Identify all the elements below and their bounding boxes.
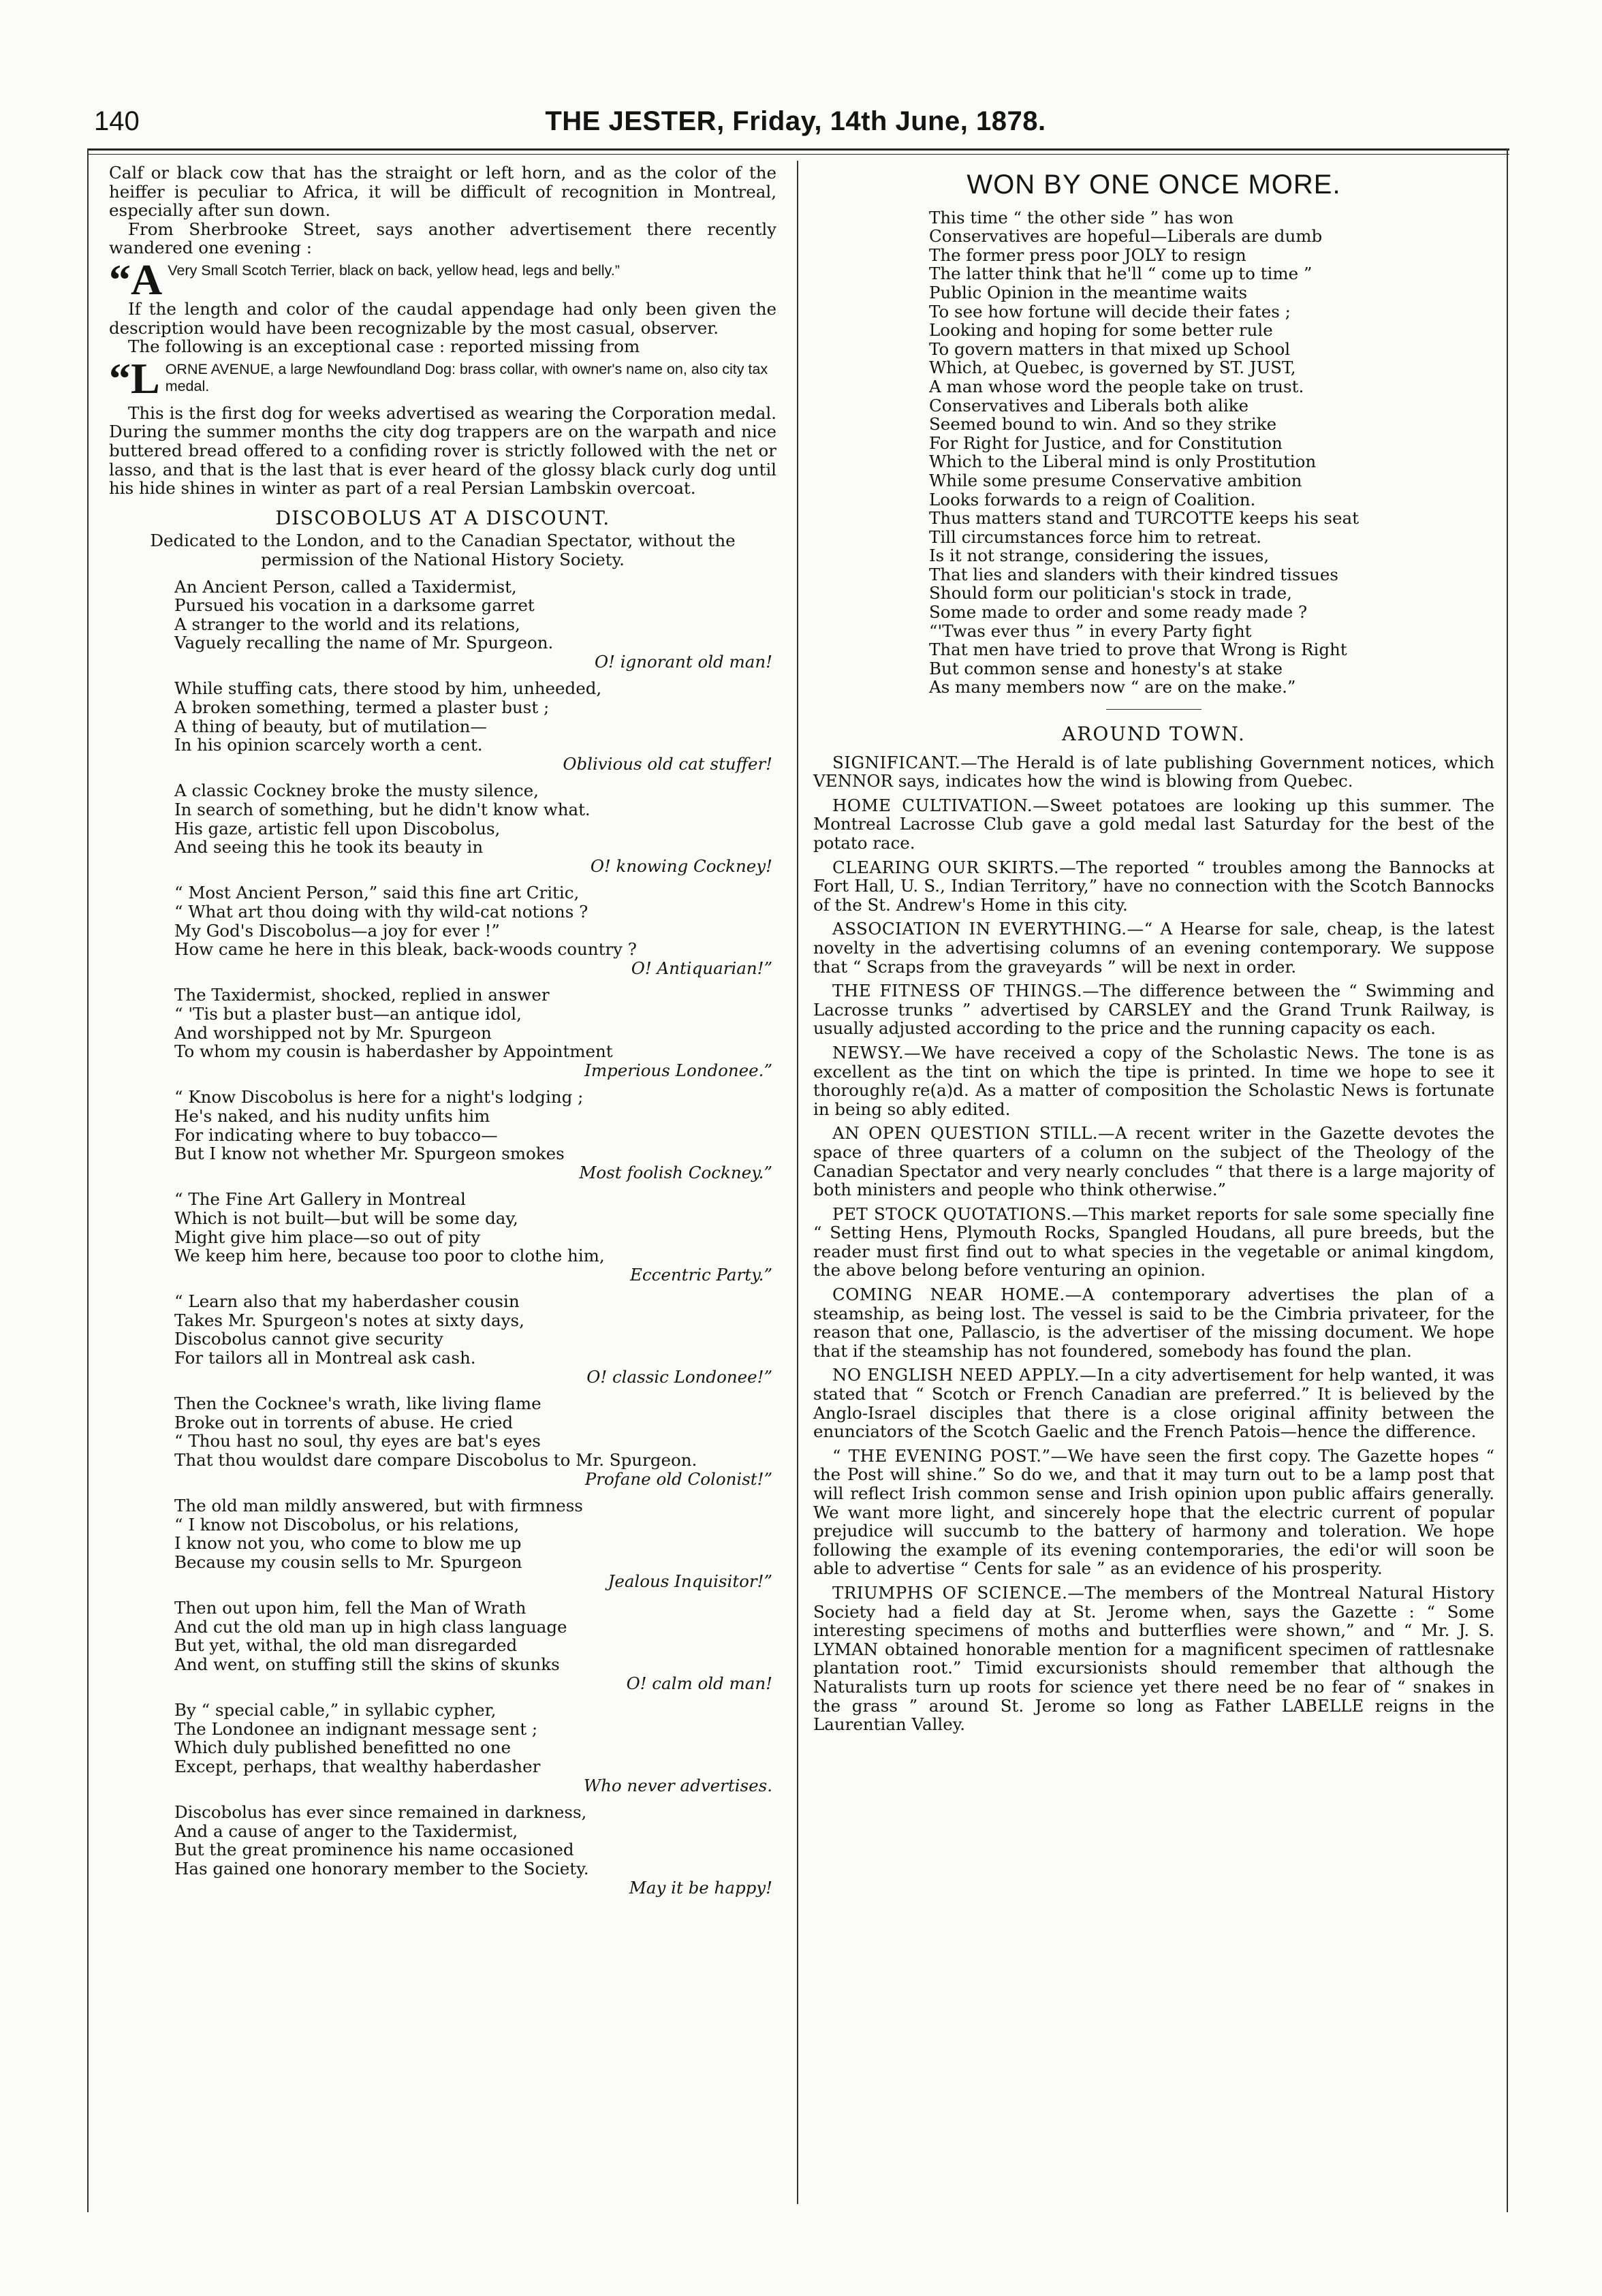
terrier-advertisement — [109, 255, 776, 304]
stanza-attribution: Most foolish Cockney.” — [579, 1162, 772, 1182]
poem-stanza — [174, 1803, 776, 1897]
news-item — [813, 1447, 1494, 1578]
news-item-text: In a city advertisement for help wanted, it was stated that “ Scotch or French Canadian are preferred.” It is believed by the Anglo-Israel disciples that there is a close original affinity between the enunciators of the Scotch Gaelic and the French Patois—hence the difference. — [813, 1365, 1494, 1442]
poem-line: The Londonee an indignant message sent ; — [174, 1718, 538, 1739]
poem-line: Broke out in torrents of abuse. He cried — [174, 1412, 514, 1432]
news-item — [813, 858, 1494, 915]
poem-line: Public Opinion in the meantime waits — [929, 282, 1248, 302]
poem-line: A man whose word the people take on trust. — [929, 376, 1304, 396]
news-item-text: The members of the Montreal Natural History Society had a field day at St. Jerome when, says the Gazette : “ Some interesting specimens of moths and butterflies were shown,” and “ Mr. J. S. LYMAN obtained honorable mention for a magnificent specimen of rattlesnake plantation root.” Timid excursionists should remember that although the Naturalists turn up roots for science yet there need be no fear of “ snakes in the grass ” around St. Jerome so long as Father LABELLE reigns in the Laurentian Valley. — [813, 1582, 1494, 1735]
news-item-heading: SIGNIFICANT.— — [832, 752, 978, 772]
poem-line: He's naked, and his nudity unfits him — [174, 1105, 490, 1126]
news-item — [813, 1043, 1494, 1118]
poem-line: Except, perhaps, that wealthy haberdasher — [174, 1756, 541, 1776]
poem-line: Which duly published benefitted no one — [174, 1737, 511, 1758]
poem-stanza — [174, 679, 776, 773]
paragraph: If the length and color of the caudal appendage had only been given the description would have been recognizable by the most casual, observer. — [109, 298, 776, 338]
poem-stanza — [174, 1088, 776, 1182]
poem-line: But I know not whether Mr. Spurgeon smokes — [174, 1144, 565, 1164]
poem-stanza — [174, 1496, 776, 1590]
stanza-attribution: Who never advertises. — [583, 1775, 772, 1795]
news-item-heading: COMING NEAR HOME.— — [832, 1285, 1082, 1305]
advert-text: ORNE AVENUE, a large Newfoundland Dog: brass collar, with owner's name on, also city tax medal. — [165, 360, 768, 394]
news-item-text: Sweet potatoes are looking up this summer. The Montreal Lacrosse Club gave a gold medal last Saturday for the best of the potato race. — [813, 795, 1494, 853]
right-column — [813, 163, 1494, 1740]
poem-line: Has gained one honorary member to the Society. — [174, 1858, 589, 1878]
poem-line: Seemed bound to win. And so they strike — [929, 414, 1277, 435]
around-town-items — [813, 753, 1494, 1734]
poem-line: To whom my cousin is haberdasher by Appointment — [174, 1041, 613, 1062]
poem-title: WON BY ONE ONCE MORE. — [967, 170, 1341, 200]
poem-line: Takes Mr. Spurgeon's notes at sixty days, — [174, 1310, 524, 1330]
advert-text: Very Small Scotch Terrier, black on back, yellow head, legs and belly.” — [168, 262, 620, 279]
news-item — [813, 1285, 1494, 1360]
around-town-title: AROUND TOWN. — [1062, 723, 1246, 746]
news-item-heading: “ THE EVENING POST.”— — [832, 1445, 1068, 1466]
poem-line: Which is not built—but will be some day, — [174, 1208, 518, 1228]
stanza-attribution: Imperious Londonee.” — [584, 1060, 772, 1080]
poem-line: The latter think that he'll “ come up to time ” — [929, 264, 1313, 284]
poem-line: Till circumstances force him to retreat. — [929, 526, 1262, 547]
news-item — [813, 1584, 1494, 1734]
poem-line: Might give him place—so out of pity — [174, 1227, 481, 1247]
poem-stanza — [174, 1701, 776, 1795]
stanza-attribution: O! knowing Cockney! — [590, 855, 772, 876]
poem-line: Then the Cocknee's wrath, like living flame — [174, 1394, 541, 1414]
poem-line: Is it not strange, considering the issues, — [929, 546, 1270, 566]
poem-line: Should form our politician's stock in trade, — [929, 583, 1292, 603]
poem-line: For indicating where to buy tobacco— — [174, 1125, 498, 1145]
poem-line: In search of something, but he didn't know what. — [174, 800, 591, 820]
stanza-attribution: O! Antiquarian!” — [631, 958, 772, 978]
poem-line: We keep him here, because too poor to clothe him, — [174, 1246, 605, 1266]
stanza-attribution: Eccentric Party.” — [630, 1264, 772, 1285]
newfoundland-advertisement — [109, 353, 776, 403]
newspaper-title: THE JESTER, Friday, 14th June, 1878. — [545, 106, 1046, 136]
poem-stanza — [174, 1599, 776, 1693]
poem-line: A broken something, termed a plaster bust ; — [174, 697, 550, 718]
poem-line: But the great prominence his name occasioned — [174, 1840, 574, 1860]
poem-line: His gaze, artistic fell upon Discobolus, — [174, 818, 501, 838]
poem-line: Thus matters stand and TURCOTTE keeps his seat — [929, 508, 1359, 529]
poem-line: For Right for Justice, and for Constitution — [929, 433, 1283, 453]
news-item-heading: TRIUMPHS OF SCIENCE.— — [832, 1582, 1085, 1603]
poem-line: A stranger to the world and its relations, — [174, 614, 520, 634]
poem-line: An Ancient Person, called a Taxidermist, — [174, 576, 517, 597]
poem-line: The former press poor JOLY to resign — [929, 245, 1246, 265]
news-item-text: This market reports for sale some specially fine “ Setting Hens, Plymouth Rocks, Spangled Houdans, all pure breeds, but the reader must first find out to what species in the vegetable or animal kingdom, the above belong before venturing an opinion. — [813, 1204, 1494, 1280]
stanza-attribution: Profane old Colonist!” — [584, 1468, 772, 1489]
news-item-text: A recent writer in the Gazette devotes the space of three quarters of a column on the subject of the Theology of the Canadian Spectator and very nearly concludes “ that there is a large majority of both ministers and people who think otherwise.” — [813, 1123, 1494, 1200]
poem-line: Looks forwards to a reign of Coalition. — [929, 489, 1256, 509]
poem-line: This time “ the other side ” has won — [929, 207, 1234, 227]
poem-line: “ 'Tis but a plaster bust—an antique idol, — [174, 1003, 522, 1024]
poem-line: Looking and hoping for some better rule — [929, 320, 1273, 341]
news-item-heading: NEWSY.— — [832, 1042, 922, 1063]
poem-line: Which to the Liberal mind is only Prostitution — [929, 452, 1317, 472]
poem-line: “ I know not Discobolus, or his relations, — [174, 1514, 520, 1535]
news-item-text: We have received a copy of the Scholastic News. The tone is as excellent as the tint on which the tipe is printed. In time we hope to see it thoroughly re(a)d. As a matter of composition the Scholastic News is fortunate in being so ably edited. — [813, 1042, 1494, 1119]
poem-line: Conservatives are hopeful—Liberals are dumb — [929, 226, 1323, 247]
poem-line: And seeing this he took its beauty in — [174, 837, 484, 858]
poem-stanza — [174, 986, 776, 1080]
poem-line: But yet, withal, the old man disregarded — [174, 1635, 518, 1656]
poem-line: “ Most Ancient Person,” said this fine art Critic, — [174, 883, 580, 903]
poem-line: How came he here in this bleak, back-woods country ? — [174, 939, 637, 960]
paragraph: From Sherbrooke Street, says another advertisement there recently wandered one evening : — [109, 219, 776, 258]
discobolus-poem — [174, 578, 776, 1898]
news-item-text: We have seen the first copy. The Gazette hopes “ the Post will shine.” So do we, and that it may turn out to be a lamp post that will reflect Irish common sense and Irish opinion upon public affairs generally. We want more light, and sincerely hope that the electric current of popular prejudice will succumb to the battery of harmony and toleration. We hope following the example of its evening contemporaries, the edi'or will soon be able to advertise “ Cents for sale ” as an evidence of his prosperity. — [813, 1445, 1494, 1579]
paragraph: This is the first dog for weeks advertised as wearing the Corporation medal. During the summer months the city dog trappers are on the warpath and nice buttered bread offered to a confiding rover is strictly followed with the net or lasso, and that is the last that is ever heard of the glossy black curly dog until his hide shines in winter as part of a real Persian Lambskin overcoat. — [109, 403, 776, 499]
stanza-attribution: Jealous Inquisitor!” — [608, 1571, 772, 1591]
poem-line: Some made to order and some ready made ? — [929, 602, 1308, 623]
left-column — [109, 163, 776, 1905]
poem-line: The Taxidermist, shocked, replied in answer — [174, 985, 550, 1005]
poem-line: “ Know Discobolus is here for a night's lodging ; — [174, 1087, 584, 1107]
poem-line: For tailors all in Montreal ask cash. — [174, 1348, 476, 1368]
news-item-heading: PET STOCK QUOTATIONS.— — [832, 1204, 1089, 1224]
poem-line: My God's Discobolus—a joy for ever !” — [174, 920, 500, 941]
poem-line: Vaguely recalling the name of Mr. Spurgeon. — [174, 633, 554, 653]
news-item-heading: HOME CULTIVATION.— — [832, 795, 1050, 815]
news-item-heading: CLEARING OUR SKIRTS.— — [832, 857, 1077, 877]
poem-line: And cut the old man up in high class language — [174, 1616, 567, 1637]
news-item-text: The Herald is of late publishing Government notices, which VENNOR says, indicates how the wind is blowing from Quebec. — [813, 752, 1494, 791]
poem-stanza — [174, 781, 776, 875]
poem-line: “ The Fine Art Gallery in Montreal — [174, 1189, 466, 1210]
intro-paragraph: Calf or black cow that has the straight or left horn, and as the color of the heiffer is peculiar to Africa, it will be difficult of recognition in Montreal, especially after sun down. — [109, 163, 776, 221]
news-item-text: The reported “ troubles among the Bannocks at Fort Hall, U. S., Indian Territory,” have no connection with the Scotch Bannocks of the St. Andrew's Home in this city. — [813, 857, 1494, 915]
poem-line: But common sense and honesty's at stake — [929, 658, 1283, 678]
page-header — [87, 102, 1504, 140]
news-item — [813, 796, 1494, 853]
poem-stanza — [174, 578, 776, 672]
news-item-heading: NO ENGLISH NEED APPLY.— — [832, 1365, 1097, 1385]
page-number: 140 — [94, 106, 140, 136]
poem-line: By “ special cable,” in syllabic cypher, — [174, 1700, 497, 1720]
poem-line: Conservatives and Liberals both alike — [929, 395, 1249, 415]
news-item-heading: THE FITNESS OF THINGS.— — [832, 981, 1100, 1001]
poem-line: The old man mildly answered, but with firmness — [174, 1496, 583, 1516]
poem-line: Then out upon him, fell the Man of Wrath — [174, 1598, 527, 1618]
stanza-attribution: O! ignorant old man! — [594, 651, 772, 672]
news-item-heading: ASSOCIATION IN EVERYTHING.— — [832, 919, 1144, 939]
poem-line: That lies and slanders with their kindred tissues — [929, 564, 1338, 584]
news-item — [813, 919, 1494, 976]
drop-quote: “A — [109, 255, 163, 304]
poem-line: “ Thou hast no soul, thy eyes are bat's eyes — [174, 1431, 541, 1451]
stanza-attribution: Oblivious old cat stuffer! — [563, 753, 772, 774]
poem-line: A thing of beauty, but of mutilation— — [174, 716, 487, 736]
poem-stanza — [174, 1190, 776, 1284]
stanza-attribution: O! calm old man! — [626, 1673, 772, 1693]
poem-line: While some presume Conservative ambition — [929, 470, 1302, 490]
poem-line: And went, on stuffing still the skins of skunks — [174, 1654, 560, 1674]
poem-line: In his opinion scarcely worth a cent. — [174, 735, 483, 755]
poem-line: As many members now “ are on the make.” — [929, 677, 1296, 697]
poem-line: “ What art thou doing with thy wild-cat notions ? — [174, 902, 588, 922]
stanza-attribution: O! classic Londonee!” — [586, 1366, 772, 1387]
news-item-text: The difference between the “ Swimming and Lacrosse trunks ” advertised by CARSLEY and the Grand Trunk Railway, is usually adjusted according to the price and the running capacity os each. — [813, 981, 1494, 1039]
poem-line: Discobolus has ever since remained in darkness, — [174, 1802, 587, 1823]
poem-line: That thou wouldst dare compare Discobolus to Mr. Spurgeon. — [174, 1450, 697, 1471]
section-title: DISCOBOLUS AT A DISCOUNT. — [275, 506, 610, 529]
poem-line: While stuffing cats, there stood by him, unheeded, — [174, 678, 602, 699]
poem-line: To govern matters in that mixed up School — [929, 339, 1291, 359]
poem-line: And worshipped not by Mr. Spurgeon — [174, 1022, 492, 1043]
poem-line: Pursued his vocation in a darksome garret — [174, 595, 535, 616]
header-rule-thin — [87, 154, 1509, 155]
news-item-text: A contemporary advertises the plan of a steamship, as being lost. The vessel is said to be the Cimbria privateer, for the reason that one, Pallascio, is the advertiser of the missing document. We hope that if the steamship has not foundered, somebody has found the plan. — [813, 1285, 1494, 1361]
page-border-left — [87, 148, 89, 2212]
poem-line: A classic Cockney broke the musty silence, — [174, 781, 539, 801]
poem-line: Which, at Quebec, is governed by ST. JUST, — [929, 358, 1296, 378]
poem-stanza — [174, 1292, 776, 1386]
paragraph: The following is an exceptional case : reported missing from — [128, 336, 640, 357]
header-rule — [87, 148, 1509, 151]
news-item — [813, 1205, 1494, 1280]
news-item — [813, 981, 1494, 1038]
poem-line: That men have tried to prove that Wrong is Right — [929, 640, 1347, 660]
poem-line: To see how fortune will decide their fates ; — [929, 301, 1291, 321]
poem-line: And a cause of anger to the Taxidermist, — [174, 1821, 518, 1841]
column-divider — [797, 161, 798, 2204]
poem-line: Because my cousin sells to Mr. Spurgeon — [174, 1552, 522, 1572]
section-divider — [1106, 709, 1202, 710]
news-item-text: “ A Hearse for sale, cheap, is the latest novelty in the advertising columns of an evening contemporary. We suppose that “ Scraps from the graveyards ” will be next in order. — [813, 919, 1494, 977]
drop-quote: “L — [109, 353, 160, 403]
news-item-heading: AN OPEN QUESTION STILL.— — [832, 1123, 1116, 1144]
poem-line: “'Twas ever thus ” in every Party fight — [929, 620, 1252, 641]
poem-stanza — [174, 1394, 776, 1488]
poem-line: I know not you, who come to blow me up — [174, 1533, 522, 1554]
news-item — [813, 1366, 1494, 1441]
poem-line: “ Learn also that my haberdasher cousin — [174, 1291, 520, 1312]
poem-stanza — [174, 883, 776, 977]
poem-line: Discobolus cannot give security — [174, 1329, 443, 1349]
news-item — [813, 753, 1494, 791]
dedication: Dedicated to the London, and to the Canadian Spectator, without the permission of the National History Society. — [150, 531, 736, 569]
won-by-one-poem — [929, 208, 1494, 697]
page-border-right — [1507, 148, 1508, 2212]
news-item — [813, 1124, 1494, 1199]
stanza-attribution: May it be happy! — [629, 1877, 772, 1898]
